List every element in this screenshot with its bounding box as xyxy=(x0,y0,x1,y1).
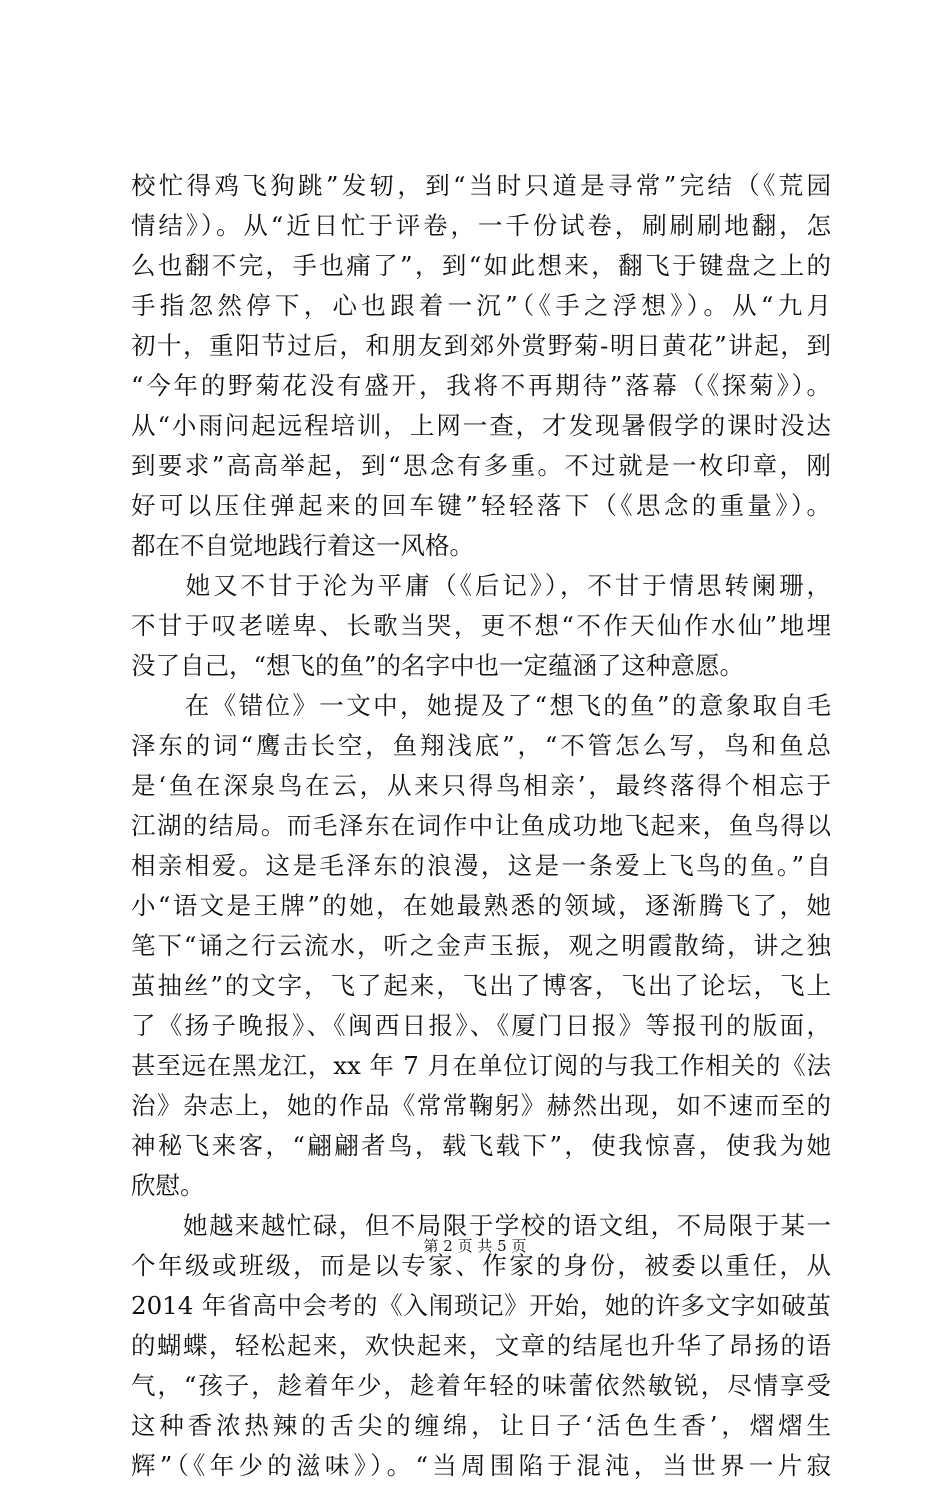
text-line: 2014 年省高中会考的《入闱琐记》开始，她的许多文字如破茧 xyxy=(131,1291,831,1320)
text-line: 在《错位》一文中，她提及了“想飞的鱼”的意象取自毛 xyxy=(131,691,831,720)
page-footer: 第 2 页 共 5 页 xyxy=(423,1237,527,1255)
text-line: 神秘飞来客，“翩翩者鸟，载飞载下”，使我惊喜，使我为她 xyxy=(131,1131,831,1160)
text-line: 她越来越忙碌，但不局限于学校的语文组，不局限于某一 xyxy=(131,1211,831,1240)
text-line: 到要求”高高举起，到“思念有多重。不过就是一枚印章，刚 xyxy=(131,451,831,480)
text-line: “今年的野菊花没有盛开，我将不再期待”落幕（《探菊》）。 xyxy=(131,371,831,400)
text-line: 小“语文是王牌”的她，在她最熟悉的领域，逐渐腾飞了，她 xyxy=(131,891,831,920)
text-line: 治》杂志上，她的作品《常常鞠躬》赫然出现，如不速而至的 xyxy=(131,1091,831,1120)
text-line: 欣慰。 xyxy=(131,1171,205,1200)
text-line: 从“小雨问起远程培训，上网一查，才发现暑假学的课时没达 xyxy=(131,411,831,440)
text-line: 笔下“诵之行云流水，听之金声玉振，观之明霞散绮，讲之独 xyxy=(131,931,831,960)
text-line: 江湖的结局。而毛泽东在词作中让鱼成功地飞起来，鱼鸟得以 xyxy=(131,811,831,840)
text-line: 的蝴蝶，轻松起来，欢快起来，文章的结尾也升华了昂扬的语 xyxy=(131,1331,831,1360)
text-line: 初十，重阳节过后，和朋友到郊外赏野菊-明日黄花”讲起，到 xyxy=(131,331,831,360)
text-line: 都在不自觉地践行着这一风格。 xyxy=(131,531,474,560)
text-line: 手指忽然停下，心也跟着一沉”（《手之浮想》）。从“九月 xyxy=(131,291,831,320)
text-line: 了《扬子晚报》、《闽西日报》、《厦门日报》等报刊的版面， xyxy=(131,1011,831,1040)
body-text xyxy=(131,166,831,1486)
text-line: 这种香浓热辣的舌尖的缠绵，让日子‘活色生香’，熠熠生 xyxy=(131,1411,831,1440)
text-line: 泽东的词“鹰击长空，鱼翔浅底”，“不管怎么写，鸟和鱼总 xyxy=(131,731,831,760)
text-line: 校忙得鸡飞狗跳”发轫，到“当时只道是寻常”完结（《荒园 xyxy=(131,171,831,200)
text-line: 茧抽丝”的文字，飞了起来，飞出了博客，飞出了论坛，飞上 xyxy=(131,971,831,1000)
text-line: 个年级或班级，而是以专家、作家的身份，被委以重任，从 xyxy=(131,1251,831,1280)
text-line: 么也翻不完，手也痛了”，到“如此想来，翻飞于键盘之上的 xyxy=(131,251,831,280)
text-line: 相亲相爱。这是毛泽东的浪漫，这是一条爱上飞鸟的鱼。”自 xyxy=(131,851,831,880)
text-line: 不甘于叹老嗟卑、长歌当哭，更不想“不作天仙作水仙”地埋 xyxy=(131,611,831,640)
text-line: 甚至远在黑龙江，xx 年 7 月在单位订阅的与我工作相关的《法 xyxy=(131,1051,831,1080)
text-line: 好可以压住弹起来的回车键”轻轻落下（《思念的重量》）。 xyxy=(131,491,831,520)
text-line: 是‘鱼在深泉鸟在云，从来只得鸟相亲’，最终落得个相忘于 xyxy=(131,771,831,800)
text-line: 她又不甘于沦为平庸（《后记》），不甘于情思转阑珊， xyxy=(131,571,831,600)
text-line: 情结》）。从“近日忙于评卷，一千份试卷，刷刷刷地翻，怎 xyxy=(131,211,831,240)
text-line: 气，“孩子，趁着年少，趁着年轻的味蕾依然敏锐，尽情享受 xyxy=(131,1371,831,1400)
text-line: 没了自己，“想飞的鱼”的名字中也一定蕴涵了这种意愿。 xyxy=(131,651,745,680)
text-line: 辉”（《年少的滋味》）。“当周围陷于混沌，当世界一片寂 xyxy=(131,1451,831,1480)
